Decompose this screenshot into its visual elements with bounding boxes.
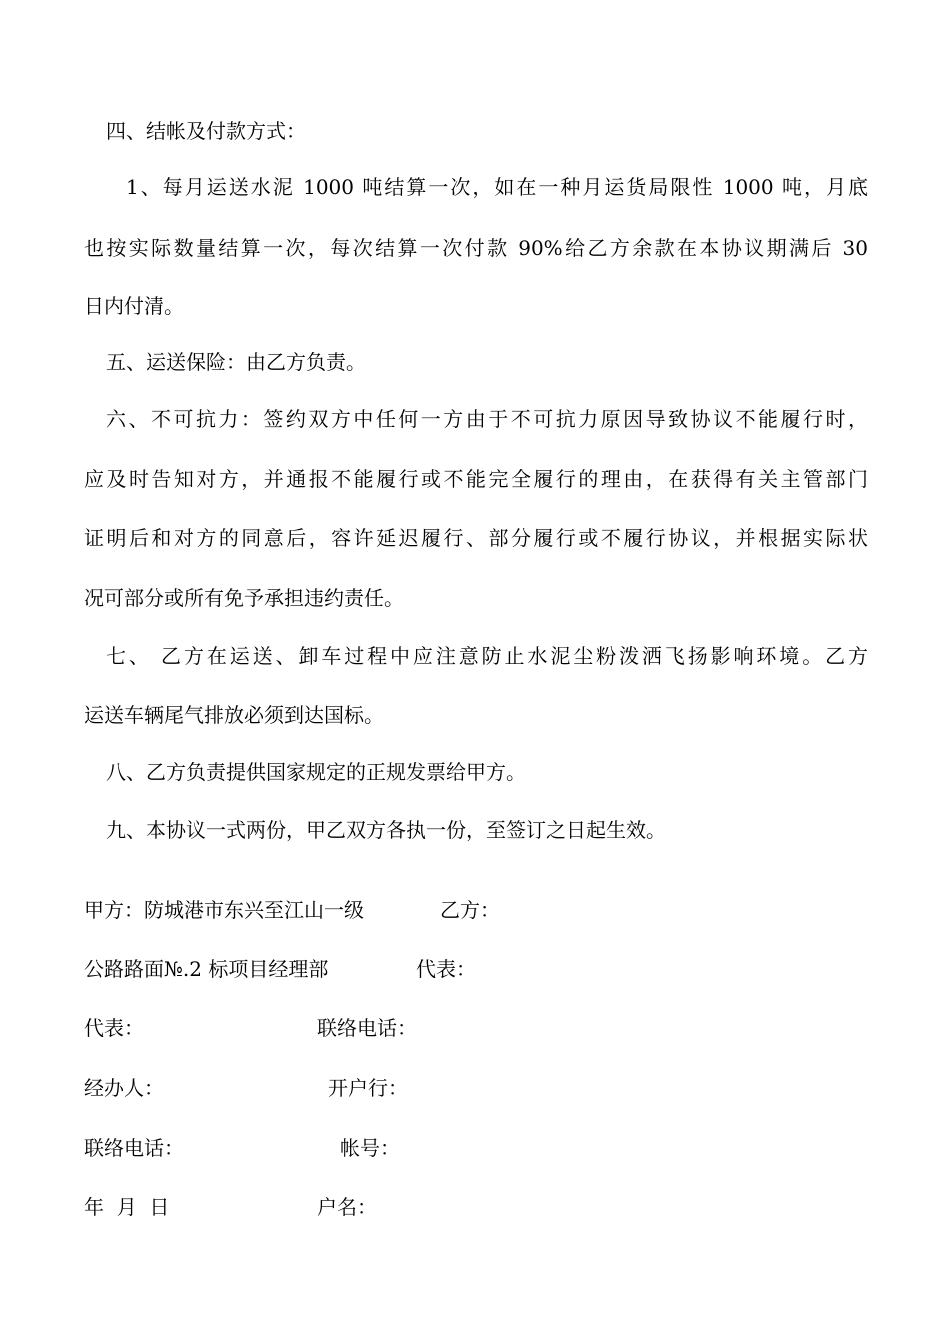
section-6-line-4: 况可部分或所有免予承担违约责任。 — [84, 586, 404, 610]
section-7-line-2: 运送车辆尾气排放必须到达国标。 — [84, 703, 384, 727]
party-a-label-line-2: 公路路面№.2 标项目经理部 — [84, 957, 329, 981]
party-a-phone: 联络电话： — [84, 1136, 184, 1160]
party-b-representative: 代表： — [416, 957, 476, 981]
section-6-line-2: 应及时告知对方，并通报不能履行或不能完全履行的理由，在获得有关主管部门 — [84, 467, 868, 491]
party-a-label-line-1: 甲方：防城港市东兴至江山一级 — [84, 898, 364, 922]
section-5: 五、运送保险：由乙方负责。 — [106, 350, 366, 374]
section-4-item-1-line-1: 1、每月运送水泥 1000 吨结算一次，如在一种月运货局限性 1000 吨，月底 — [126, 175, 868, 199]
section-4-item-1-line-2: 也按实际数量结算一次，每次结算一次付款 90%给乙方余款在本协议期满后 30 — [84, 236, 868, 260]
party-b-bank: 开户行： — [328, 1076, 408, 1100]
party-b-account: 帐号： — [340, 1136, 400, 1160]
section-6-line-1: 六、不可抗力：签约双方中任何一方由于不可抗力原因导致协议不能履行时， — [106, 407, 868, 431]
party-a-date: 年 月 日 — [84, 1195, 170, 1219]
section-6-line-3: 证明后和对方的同意后，容许延迟履行、部分履行或不履行协议，并根据实际状 — [84, 526, 868, 550]
section-8: 八、乙方负责提供国家规定的正规发票给甲方。 — [106, 760, 526, 784]
party-b-phone: 联络电话： — [317, 1016, 417, 1040]
party-a-handler: 经办人： — [84, 1076, 164, 1100]
party-b-account-name: 户名： — [317, 1195, 377, 1219]
section-9: 九、本协议一式两份，甲乙双方各执一份，至签订之日起生效。 — [106, 818, 666, 842]
party-b-label: 乙方： — [440, 898, 500, 922]
section-7-line-1: 七、 乙方在运送、卸车过程中应注意防止水泥尘粉泼洒飞扬影响环境。乙方 — [106, 644, 868, 668]
section-4-heading: 四、结帐及付款方式： — [106, 119, 306, 143]
party-a-representative: 代表： — [84, 1016, 144, 1040]
section-4-item-1-line-3: 日内付清。 — [84, 294, 184, 318]
